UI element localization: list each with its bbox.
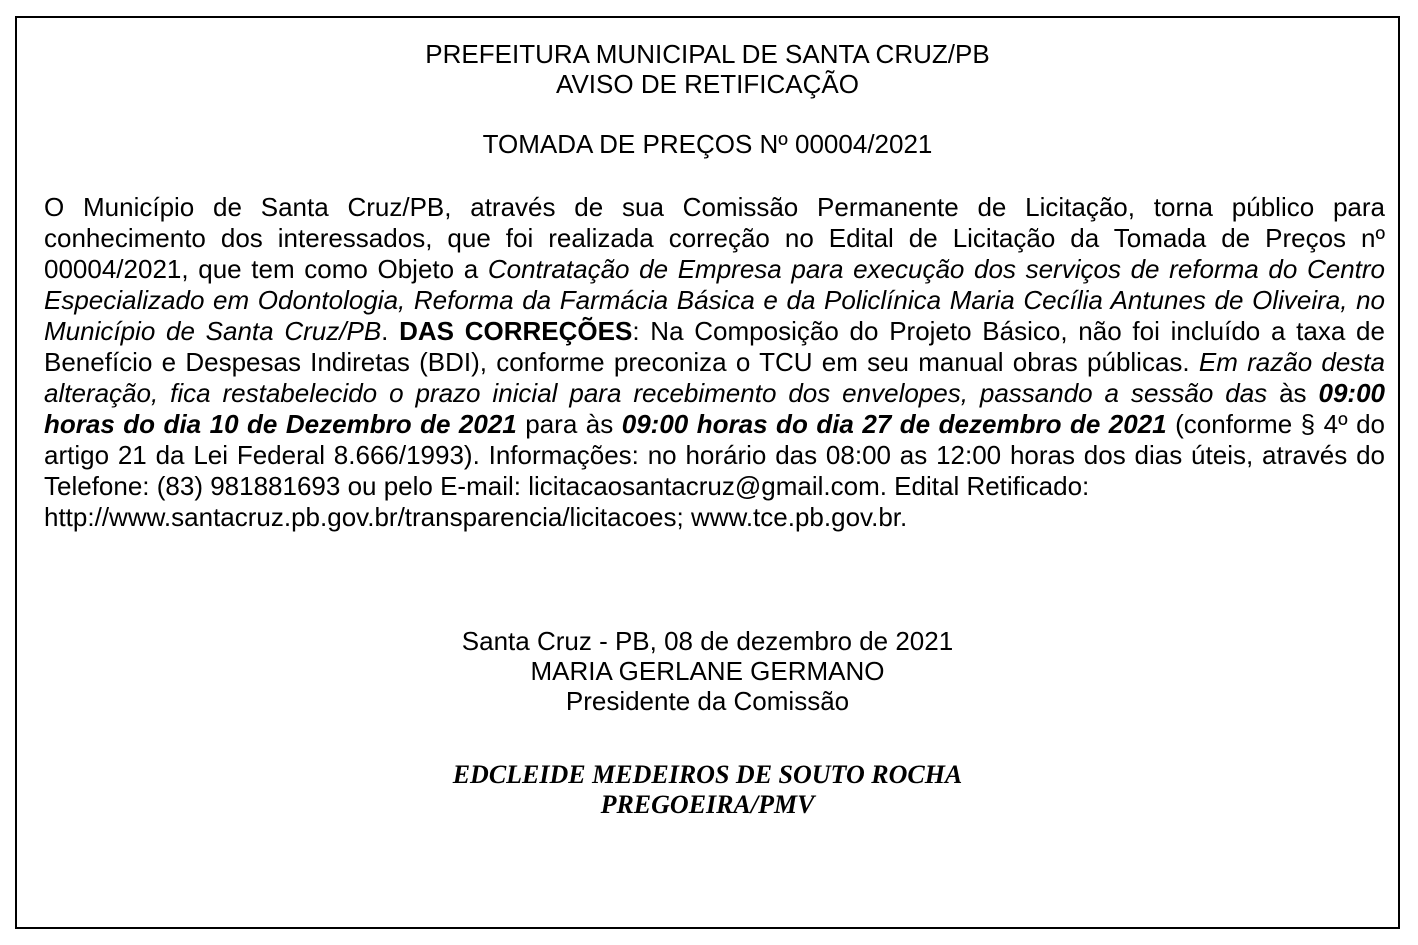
body-text-reschedule: Em razão desta alteração, fica restabelecido o prazo inicial para recebimento dos envelopes, passando a sessão das <box>44 347 1385 408</box>
tomada-precos-title: TOMADA DE PREÇOS Nº 00004/2021 <box>482 129 933 159</box>
municipality-title: PREFEITURA MUNICIPAL DE SANTA CRUZ/PB <box>425 39 990 69</box>
notice-frame <box>15 16 1400 929</box>
second-signatory-role: PREGOEIRA/PMV <box>600 790 815 819</box>
body-text-contact: (conforme § 4º do artigo 21 da Lei Federal 8.666/1993). Informações: no horário das 08:00 as 12:00 horas dos dias úteis, através do Telefone: (83) 981881693 ou pelo E-mail: licitacaosantacruz@gmail.com. Edital Retificado: <box>44 409 1385 501</box>
body-text-corrections: : Na Composição do Projeto Básico, não foi incluído a taxa de Benefício e Despesas Indiretas (BDI), conforme preconiza o TCU em seu manual obras públicas. <box>44 316 1385 377</box>
second-signature-block <box>17 760 1398 820</box>
body-text-para: para às <box>516 409 622 439</box>
signatory-role: Presidente da Comissão <box>565 686 850 716</box>
notice-type: AVISO DE RETIFICAÇÃO <box>556 69 859 99</box>
body-text-intro: O Município de Santa Cruz/PB, através de sua Comissão Permanente de Licitação, torna público para conhecimento dos interessados, que foi realizada correção no Edital de Licitação da Tomada de Preços nº 00004/2021, que tem como Objeto a <box>44 192 1385 284</box>
notice-header <box>17 39 1398 99</box>
body-text-new-date: 09:00 horas do dia 27 de dezembro de 2021 <box>621 409 1167 439</box>
body-text-object: Contratação de Empresa para execução dos serviços de reforma do Centro Especializado em Odontologia, Reforma da Farmácia Básica e da Policlínica Maria Cecília Antunes de Oliveira, no Município de Santa Cruz/PB <box>44 254 1385 346</box>
second-signatory-name: EDCLEIDE MEDEIROS DE SOUTO ROCHA <box>452 760 963 789</box>
body-text-old-date: 09:00 horas do dia 10 de Dezembro de 2021 <box>44 378 1385 439</box>
body-text-corrections-heading: DAS CORREÇÕES <box>399 316 633 346</box>
place-date: Santa Cruz - PB, 08 de dezembro de 2021 <box>461 626 954 656</box>
body-text-urls: http://www.santacruz.pb.gov.br/transparencia/licitacoes; www.tce.pb.gov.br. <box>44 502 908 532</box>
body-text-sep: . <box>381 316 400 346</box>
signature-block <box>17 626 1398 716</box>
body-text-as: às <box>1267 378 1319 408</box>
signatory-name: MARIA GERLANE GERMANO <box>530 656 885 686</box>
notice-body <box>44 192 1385 533</box>
